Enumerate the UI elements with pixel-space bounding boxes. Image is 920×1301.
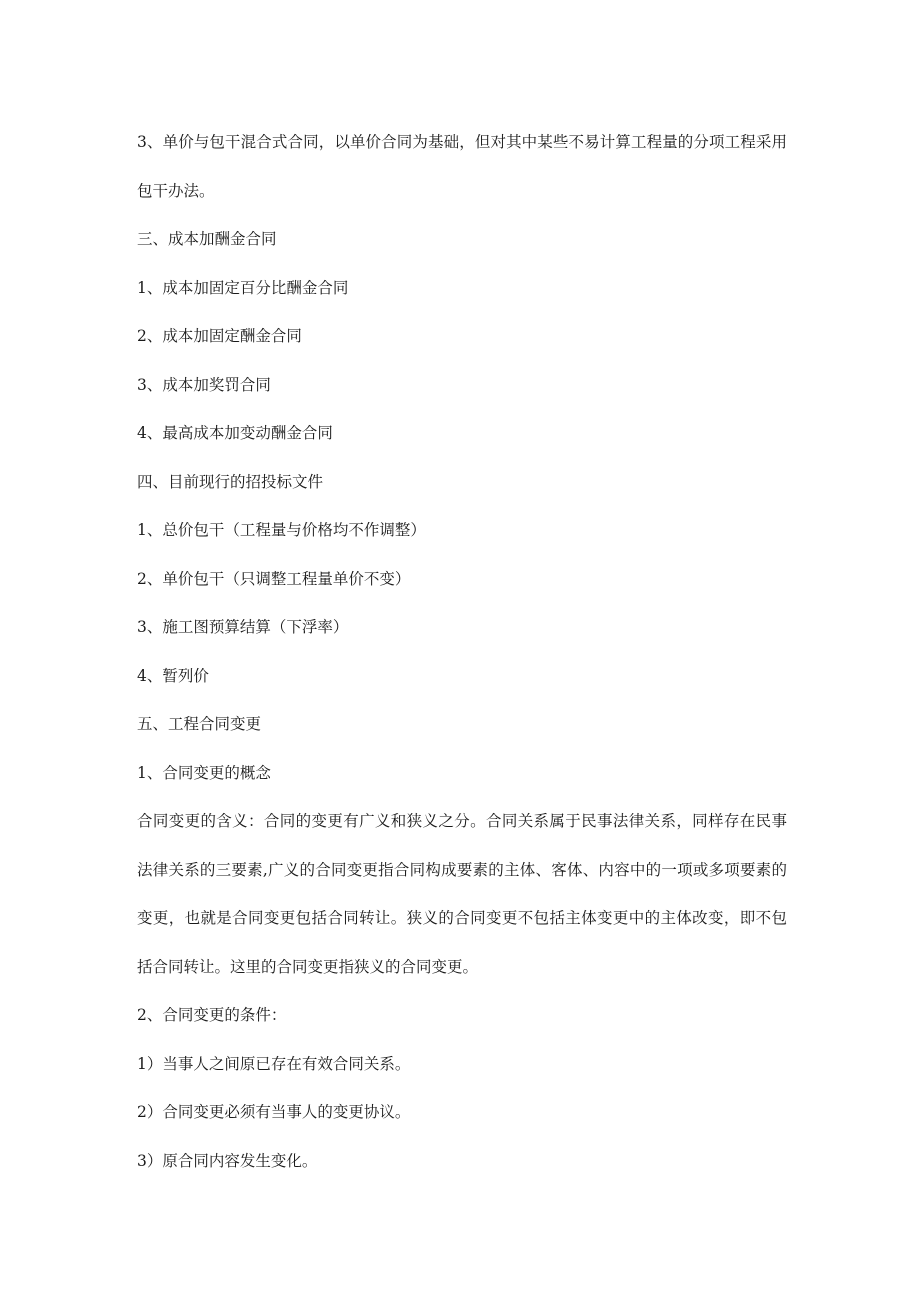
list-item: 4、暂列价	[137, 666, 209, 685]
list-item: 1、总价包干（工程量与价格均不作调整）	[137, 521, 426, 539]
paragraph-mixed-contract: 3、单价与包干混合式合同，以单价合同为基础，但对其中某些不易计算工程量的分项工程采用包干办法。	[137, 133, 787, 200]
list-item: 3）原合同内容发生变化。	[137, 1151, 318, 1170]
heading-bidding-documents: 四、目前现行的招投标文件	[137, 472, 324, 491]
paragraph-change-meaning: 合同变更的含义：合同的变更有广义和狭义之分。合同关系属于民事法律关系，同样存在民事法律关系的三要素,广义的合同变更指合同构成要素的主体、客体、内容中的一项或多项要素的变更，也就是合同变更包括合同转让。狭义的合同变更不包括主体变更中的主体改变，即不包括合同转让。这里的合同变更指狭义的合同变更。	[137, 812, 787, 976]
subheading-change-conditions: 2、合同变更的条件：	[137, 1006, 287, 1024]
document-body	[137, 118, 787, 1185]
heading-cost-plus-contract: 三、成本加酬金合同	[137, 230, 277, 248]
subheading-change-concept: 1、合同变更的概念	[137, 763, 271, 782]
heading-contract-change: 五、工程合同变更	[137, 715, 262, 733]
list-item: 1、成本加固定百分比酬金合同	[137, 278, 349, 297]
list-item: 2、单价包干（只调整工程量单价不变）	[137, 569, 411, 588]
list-item: 1）当事人之间原已存在有效合同关系。	[137, 1054, 411, 1073]
list-item: 2）合同变更必须有当事人的变更协议。	[137, 1103, 411, 1121]
list-item: 2、成本加固定酬金合同	[137, 327, 302, 345]
list-item: 3、成本加奖罚合同	[137, 375, 271, 394]
list-item: 3、施工图预算结算（下浮率）	[137, 618, 349, 636]
list-item: 4、最高成本加变动酬金合同	[137, 424, 333, 442]
